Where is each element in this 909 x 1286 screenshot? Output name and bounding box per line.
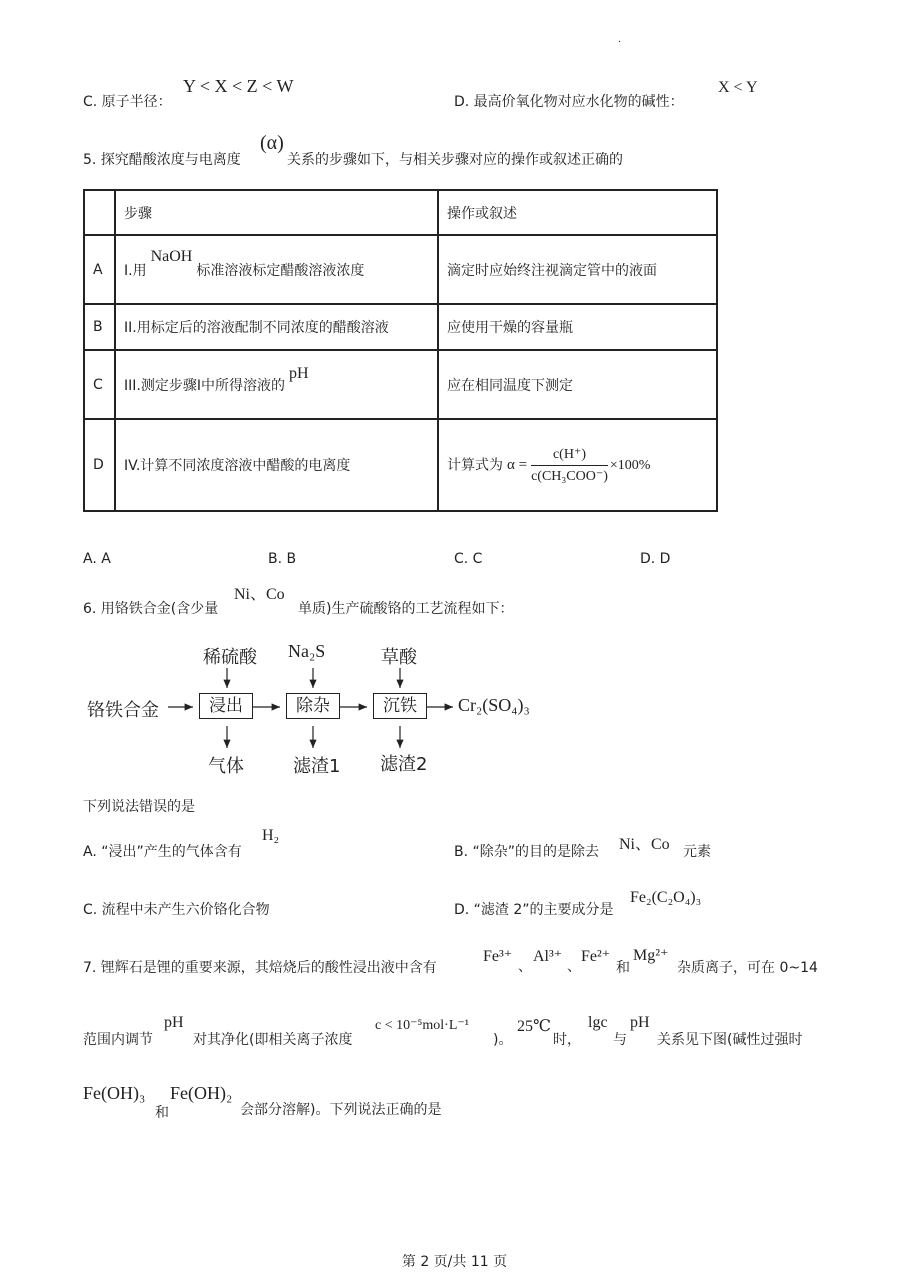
- row-step-post: 标准溶液标定醋酸溶液浓度: [196, 262, 365, 279]
- q7-ion-fe3: Fe³⁺: [483, 948, 513, 965]
- row-step-pre: IV.计算不同浓度溶液中醋酸的电离度: [124, 458, 351, 474]
- q7-line2-tail: 关系见下图(碱性过强时: [657, 1032, 803, 1048]
- flow-step-leaching: 浸出: [199, 693, 253, 719]
- q5-option-c: C. C: [454, 551, 483, 567]
- q5-option-d: D. D: [640, 551, 671, 567]
- alpha-equals: α =: [507, 457, 528, 473]
- q5-stem-part2: 关系的步骤如下，与相关步骤对应的操作或叙述正确的: [287, 152, 623, 168]
- q7-fe-oh-3: Fe(OH)₃: [83, 1083, 146, 1103]
- q7-line1-tail: 杂质离子，可在 0~14: [677, 960, 818, 976]
- row-operation: 应在相同温度下测定: [438, 350, 717, 419]
- q6-option-d-formula: Fe₂(C₂O₄)₃: [630, 889, 702, 906]
- row-letter: C: [84, 350, 115, 419]
- q7-ph-2: pH: [630, 1014, 650, 1031]
- q7-ion-al3: Al³⁺: [533, 948, 563, 965]
- q6-option-d-text: D. “滤渣 2”的主要成分是: [454, 902, 614, 918]
- q4-option-d-label: D. 最高价氧化物对应水化物的碱性：: [454, 94, 684, 110]
- page-mark: .: [618, 34, 622, 45]
- q6-option-b-formula: Ni、Co: [619, 836, 670, 853]
- ph-formula: pH: [288, 364, 309, 382]
- q7-sep-1: 、: [518, 959, 532, 975]
- q6-option-a-formula: H₂: [262, 827, 280, 844]
- q6-option-c: C. 流程中未产生六价铬化合物: [83, 902, 270, 918]
- q7-lgc: lgc: [588, 1014, 608, 1031]
- q5-stem-part1: 5. 探究醋酸浓度与电离度: [83, 152, 241, 168]
- q6-question: 下列说法错误的是: [83, 799, 195, 815]
- q4-option-c-formula: Y < X < Z < W: [183, 76, 294, 96]
- q7-line3-tail: 会部分溶解)。下列说法正确的是: [240, 1102, 442, 1118]
- formula-prefix: 计算式为: [447, 457, 503, 473]
- q7-temperature: 25℃: [517, 1018, 551, 1035]
- percent-factor: ×100%: [609, 458, 651, 473]
- page-footer: 第 2 页/共 11 页: [401, 1254, 508, 1270]
- flow-output-2: 滤渣1: [293, 756, 341, 777]
- row-step-pre: II.用标定后的溶液配制不同浓度的醋酸溶液: [124, 320, 389, 336]
- flow-step-purification: 除杂: [286, 693, 340, 719]
- flow-input: 铬铁合金: [87, 700, 159, 721]
- q7-line2-when: 时，: [553, 1032, 581, 1048]
- q5-alpha-symbol: (α): [260, 132, 284, 154]
- flow-reagent-1: 稀硫酸: [203, 647, 257, 668]
- q7-fe-oh-2: Fe(OH)₂: [170, 1083, 233, 1103]
- q6-stem-part2: 单质)生产硫酸铬的工艺流程如下：: [298, 601, 514, 617]
- naoh-formula: NaOH: [150, 247, 193, 265]
- q4-option-c-label: C. 原子半径：: [83, 94, 172, 110]
- q7-line1-text: 7. 锂辉石是锂的重要来源，其焙烧后的酸性浸出液中含有: [83, 960, 437, 976]
- fraction-numerator: c(H⁺): [531, 446, 608, 466]
- q7-sep-2: 、: [567, 959, 581, 975]
- row-letter: D: [84, 419, 115, 511]
- q6-option-b-text: B. “除杂”的目的是除去: [454, 844, 600, 860]
- q4-option-d-formula: X < Y: [718, 79, 758, 96]
- q7-line2-with: 与: [613, 1032, 627, 1048]
- q7-line3-and: 和: [155, 1105, 169, 1121]
- q7-ion-fe2: Fe²⁺: [581, 948, 611, 965]
- row-operation: 应使用干燥的容量瓶: [438, 304, 717, 350]
- q5-option-a: A. A: [83, 551, 111, 567]
- flow-output-1: 气体: [208, 756, 244, 777]
- row-letter: A: [84, 235, 115, 304]
- row-letter: B: [84, 304, 115, 350]
- q7-and: 和: [616, 960, 630, 976]
- flow-output-3: 滤渣2: [380, 754, 428, 775]
- q6-stem-formula: Ni、Co: [234, 586, 285, 603]
- row-step-pre: I.用: [124, 262, 147, 279]
- q6-option-b-tail: 元素: [683, 844, 711, 860]
- q7-line2-close: )。: [493, 1032, 513, 1048]
- fraction-denominator: c(CH₃COO⁻): [531, 468, 608, 484]
- q7-line2-text: 范围内调节: [83, 1032, 153, 1048]
- q7-line2-concentration: 对其净化(即相关离子浓度: [193, 1032, 353, 1048]
- flow-reagent-3: 草酸: [381, 647, 417, 668]
- table-header-step: 步骤: [115, 190, 438, 235]
- flow-reagent-2: Na₂S: [288, 641, 326, 661]
- table-header-operation: 操作或叙述: [438, 190, 717, 235]
- q7-ph-1: pH: [164, 1014, 184, 1031]
- q7-concentration-limit: c < 10⁻⁵mol·L⁻¹: [375, 1018, 469, 1033]
- flow-product: Cr₂(SO₄)₃: [458, 695, 530, 715]
- row-operation: 滴定时应始终注视滴定管中的液面: [438, 235, 717, 304]
- q5-option-b: B. B: [268, 551, 297, 567]
- q6-stem-part1: 6. 用铬铁合金(含少量: [83, 601, 219, 617]
- row-step-pre: III.测定步骤I中所得溶液的: [124, 377, 285, 394]
- q6-option-a-text: A. “浸出”产生的气体含有: [83, 844, 242, 860]
- q7-ion-mg2: Mg²⁺: [633, 947, 669, 964]
- flow-step-iron-precipitation: 沉铁: [373, 693, 427, 719]
